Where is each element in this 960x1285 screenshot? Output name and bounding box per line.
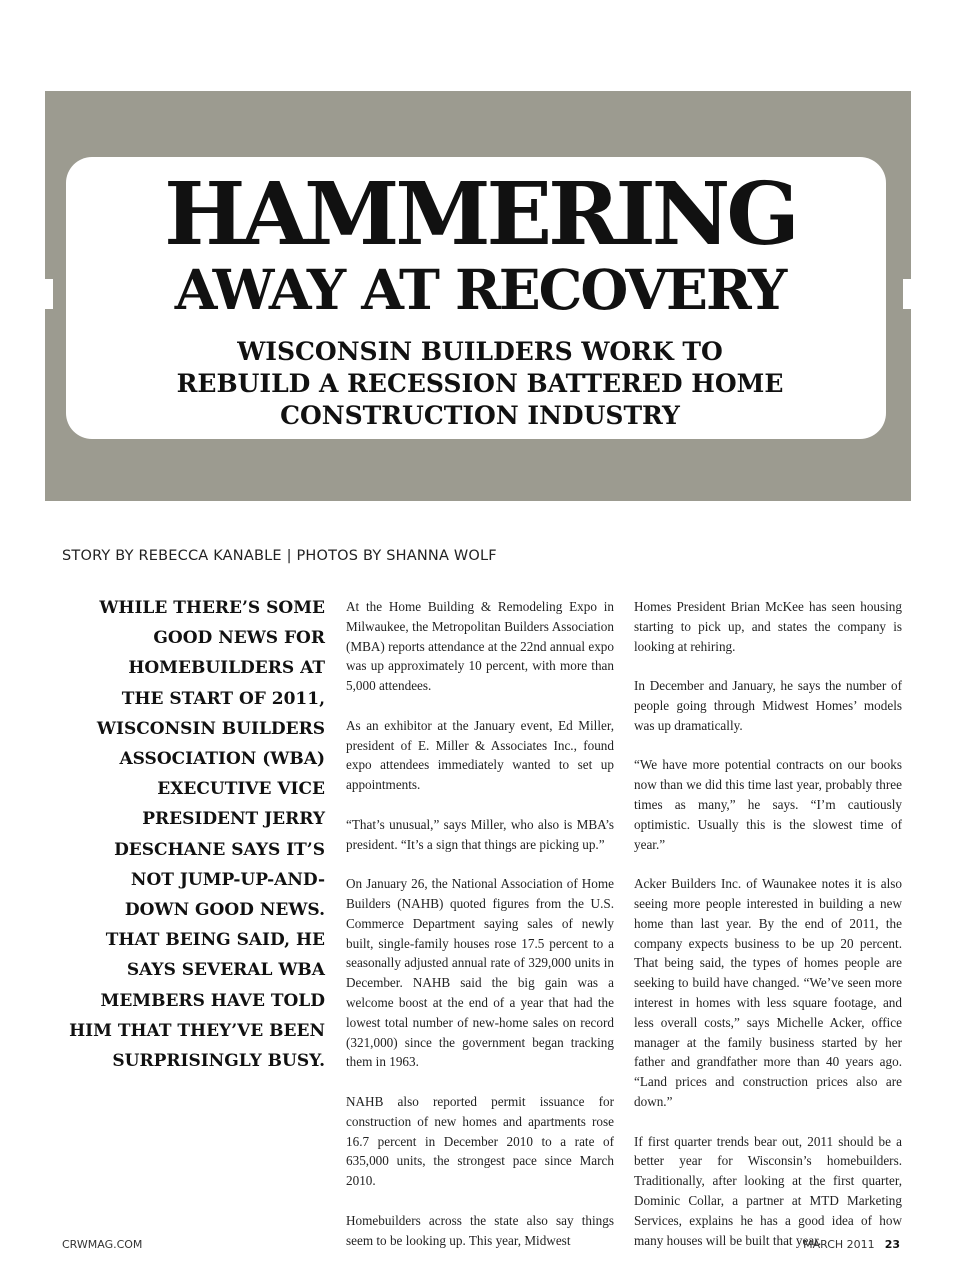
deck-line: CONSTRUCTION INDUSTRY: [280, 401, 680, 430]
paragraph: In December and January, he says the number of people going through Midwest Homes’ models was up dramatically.: [634, 678, 902, 733]
pull-quote-line: EXECUTIVE VICE: [157, 779, 325, 800]
paragraph: At the Home Building & Remodeling Expo in Milwaukee, the Metropolitan Builders Association (MBA) reports attendance at the 22nd annual expo was up approximately 10 percent, with more than 5,000 attendees.: [346, 599, 614, 694]
deck: [110, 336, 850, 432]
pull-quote-line: SURPRISINGLY BUSY.: [112, 1051, 325, 1072]
footer-issue: [803, 1238, 900, 1251]
pull-quote-line: DESCHANE SAYS IT’S: [114, 839, 325, 860]
paragraph: NAHB also reported permit issuance for construction of new homes and apartments rose 16.7 percent in December 2010 to a rate of 635,000 units, the strongest pace since March 2010.: [346, 1093, 614, 1189]
pull-quote-line: THE START OF 2011,: [121, 688, 325, 709]
paragraph: As an exhibitor at the January event, Ed Miller, president of E. Miller & Associates Inc., found expo attendees immediately wanted to set up appointments.: [346, 717, 614, 793]
footer-site: CRWMAG.COM: [62, 1238, 143, 1251]
pull-quote-line: DOWN GOOD NEWS.: [124, 900, 325, 921]
pull-quote-line: SAYS SEVERAL WBA: [126, 960, 325, 981]
pull-quote: [55, 593, 325, 1076]
pull-quote-line: HOMEBUILDERS AT: [128, 658, 325, 679]
footer-issue-date: MARCH 2011: [803, 1238, 875, 1251]
paragraph: If first quarter trends bear out, 2011 should be a better year for Wisconsin’s homebuilders. Traditionally, after looking at the first quarter, Dominic Collar, a partner at MTD Marketing Services, explains he has a good idea of how many houses will be built that year.: [634, 1133, 902, 1248]
headline-sub: AWAY AT RECOVERY: [174, 257, 786, 322]
deck-line: WISCONSIN BUILDERS WORK TO: [237, 337, 723, 366]
pull-quote-line: NOT JUMP-UP-AND-: [130, 869, 325, 890]
pull-quote-line: GOOD NEWS FOR: [153, 628, 325, 649]
pull-quote-line: ASSOCIATION (WBA): [119, 749, 325, 770]
paragraph: “That’s unusual,” says Miller, who also is MBA’s president. “It’s a sign that things are picking up.”: [346, 816, 614, 852]
pull-quote-line: WHILE THERE’S SOME: [99, 598, 325, 618]
headline-main: HAMMERING: [164, 164, 796, 265]
paragraph: Acker Builders Inc. of Waunakee notes it is also seeing more people interested in building a new home than last year. By the end of 2011, the company expects business to be up 20 percent. That being said, the types of homes people are seeking to build have changed. “We’ve seen more interest in homes with less square footage, and less overall costs,” says Michelle Acker, office manager at the family business started by her father and grandfather more than 40 years ago. “Land prices and construction prices also are down.”: [634, 876, 902, 1109]
pull-quote-line: MEMBERS HAVE TOLD: [100, 990, 325, 1011]
paragraph: Homes President Brian McKee has seen housing starting to pick up, and states the company is looking at rehiring.: [634, 599, 902, 654]
pull-quote-line: PRESIDENT JERRY: [142, 809, 325, 830]
pull-quote-line: HIM THAT THEY’VE BEEN: [69, 1020, 325, 1041]
byline: STORY BY REBECCA KANABLE | PHOTOS BY SHANNA WOLF: [62, 548, 497, 564]
pull-quote-line: THAT BEING SAID, HE: [105, 930, 325, 951]
deck-line: REBUILD A RECESSION BATTERED HOME: [176, 369, 784, 398]
body-column-2: [634, 597, 902, 1250]
paragraph: Homebuilders across the state also say things seem to be looking up. This year, Midwest: [346, 1212, 614, 1248]
page-number: 23: [884, 1238, 900, 1251]
body-column-1: [346, 597, 614, 1250]
paragraph: On January 26, the National Association of Home Builders (NAHB) quoted figures from the U.S. Commerce Department saying sales of newly built, single-family houses rose 17.5 percent to a seasonally adjusted annual rate of 329,000 units in December. NAHB said the big gain was a welcome boost at the end of a year that had the lowest total number of new-home sales on record (321,000) since the government began tracking them in 1963.: [346, 876, 614, 1070]
pull-quote-line: WISCONSIN BUILDERS: [96, 718, 325, 739]
paragraph: “We have more potential contracts on our books now than we did this time last year, probably three times as many,” he says. “I’m cautiously optimistic. Usually this is the slowest time of year.”: [634, 757, 902, 852]
